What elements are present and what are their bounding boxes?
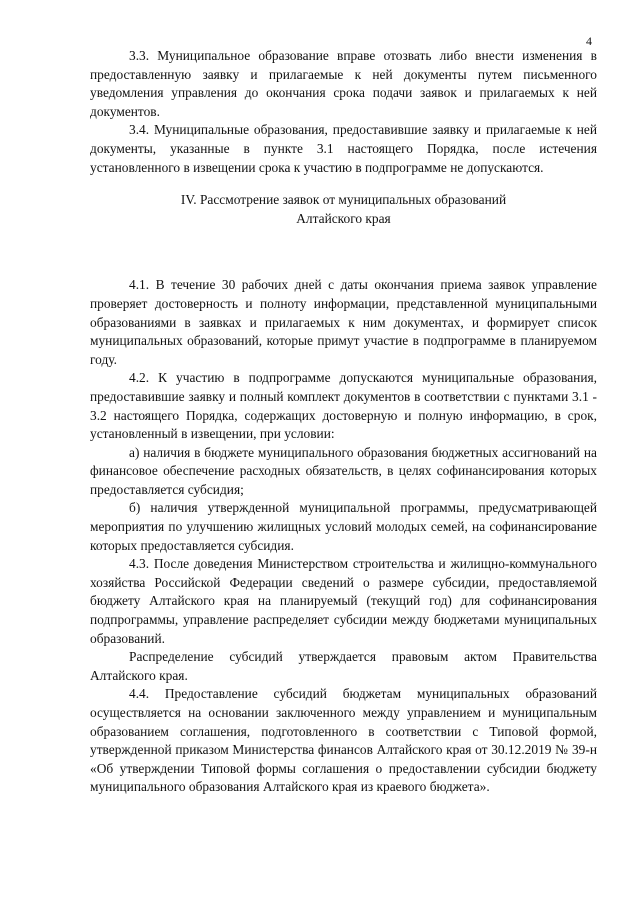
section-heading-line-2: Алтайского края [296, 210, 391, 226]
paragraph-4-2-a: а) наличия в бюджете муниципального образования бюджетных ассигнований на финансовое обеспечение расходных обязательств, в целях софинансирования которых предоставляется субсидия; [90, 444, 597, 497]
section-heading [90, 191, 597, 228]
document-body [90, 47, 597, 797]
paragraph-3-3: 3.3. Муниципальное образование вправе отозвать либо внести изменения в предоставленную заявку и прилагаемые к ней документы путем письменного уведомления управления до окончания срока подачи заявок и прилагаемых к ней документов. [90, 48, 597, 119]
paragraph-4-2: 4.2. К участию в подпрограмме допускаются муниципальные образования, предоставившие заявку и полный комплект документов в соответствии с пунктами 3.1 - 3.2 настоящего Порядка, содержащих достоверную и полную информацию, в срок, установленный в извещении, при условии: [90, 370, 597, 442]
page-number: 4 [586, 34, 592, 48]
paragraph-3-4: 3.4. Муниципальные образования, предоставившие заявку и прилагаемые к ней документы, указанные в пункте 3.1 настоящего Порядка, после истечения установленного в извещении срока к участию в подпрограмме не допускаются. [90, 122, 597, 175]
paragraph-distribution: Распределение субсидий утверждается правовым актом Правительства Алтайского края. [90, 649, 597, 683]
section-heading-line-1: IV. Рассмотрение заявок от муниципальных образований [180, 192, 507, 208]
paragraph-4-3: 4.3. После доведения Министерством строительства и жилищно-коммунального хозяйства Российской Федерации сведений о размере субсидии, предоставляемой бюджету Алтайского края на планируемый (текущий год) для софинансирования подпрограммы, управление распределяет субсидии между бюджетами муниципальных образований. [90, 556, 597, 646]
paragraph-4-2-b: б) наличия утвержденной муниципальной программы, предусматривающей мероприятия по улучшению жилищных условий молодых семей, на софинансирование которых предоставляется субсидия. [90, 500, 597, 553]
paragraph-4-4: 4.4. Предоставление субсидий бюджетам муниципальных образований осуществляется на основании заключенного между управлением и муниципальным образованием соглашения, подготовленного в соответствии с Типовой формой, утвержденной приказом Министерства финансов Алтайского края от 30.12.2019 № 39-н «Об утверждении Типовой формы соглашения о предоставлении субсидии бюджету муниципального образования Алтайского края из краевого бюджета». [90, 686, 597, 795]
paragraph-4-1: 4.1. В течение 30 рабочих дней с даты окончания приема заявок управление проверяет достоверность и полноту информации, представленной муниципальными образованиями в заявках и прилагаемых к ним документах, и формирует список муниципальных образований, которые примут участие в подпрограмме в планируемом году. [90, 277, 597, 367]
